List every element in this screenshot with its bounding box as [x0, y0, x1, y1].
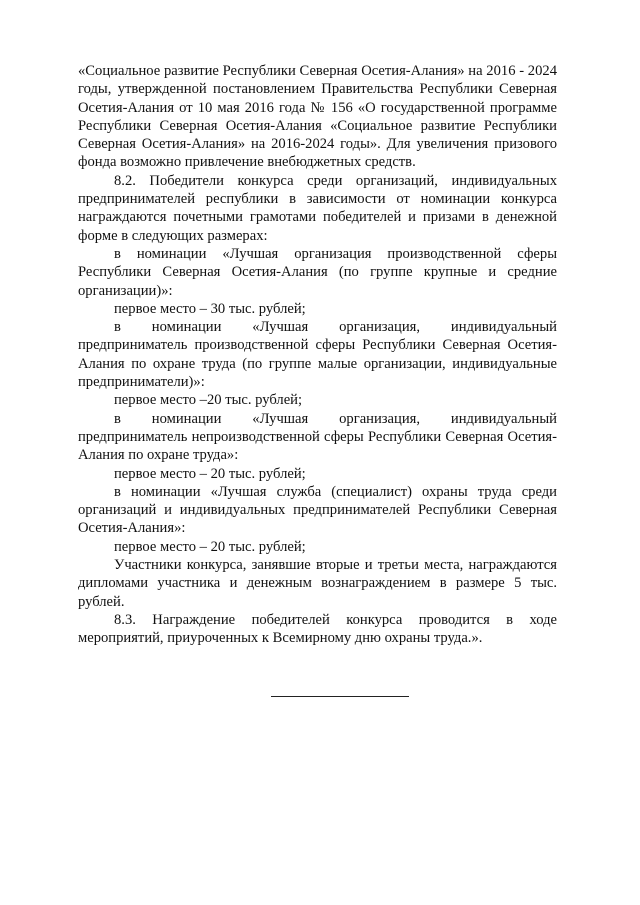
paragraph-nomination-safety-service: в номинации «Лучшая служба (специалист) охраны труда среди организаций и индивидуальных предпринимателей Республики Северная Осетия-Алания»: [78, 483, 557, 537]
paragraph-prize-30: первое место – 30 тыс. рублей; [114, 300, 306, 317]
paragraph-second-third-places: Участники конкурса, занявшие вторые и третьи места, награждаются дипломами участника и денежным вознаграждением в размере 5 тыс. рублей. [78, 557, 557, 610]
paragraph-prize-20-c: первое место – 20 тыс. рублей; [114, 538, 306, 555]
paragraph-8-2-winners: 8.2. Победители конкурса среди организаций, индивидуальных предпринимателей республики в зависимости от номинации конкурса награждаются почетными грамотами победителей и призами в денежной форме в следующих размерах: [78, 172, 557, 244]
closing-divider-line [271, 696, 409, 697]
paragraph-nomination-non-production: в номинации «Лучшая организация, индивидуальный предприниматель непроизводственной сферы Республики Северная Осетия-Алания по охране труда»: [78, 410, 557, 464]
paragraph-prize-20-a: первое место –20 тыс. рублей; [114, 392, 303, 409]
document-body [78, 62, 557, 648]
paragraph-prize-20-b: первое место – 20 тыс. рублей; [114, 465, 306, 482]
paragraph-8-3-award-ceremony: 8.3. Награждение победителей конкурса проводится в ходе мероприятий, приуроченных к Всемирному дню охраны труда.». [78, 611, 557, 647]
paragraph-nomination-production-large: в номинации «Лучшая организация производственной сферы Республики Северная Осетия-Алания (по группе крупные и средние организации)»: [78, 245, 557, 299]
paragraph-nomination-production-small: в номинации «Лучшая организация, индивидуальный предприниматель производственной сферы Республики Северная Осетия-Алания по охране труда (по группе малые организации, индивидуальные предприниматели)»: [78, 319, 557, 391]
paragraph-program-reference: «Социальное развитие Республики Северная Осетия-Алания» на 2016 - 2024 годы, утвержденной постановлением Правительства Республики Северная Осетия-Алания от 10 мая 2016 года № 156 «О государственной программе Республики Северная Осетия-Алания «Социальное развитие Республики Северная Осетия-Алания» на 2016-2024 годы». Для увеличения призового фонда возможно привлечение внебюджетных средств. [78, 63, 557, 171]
